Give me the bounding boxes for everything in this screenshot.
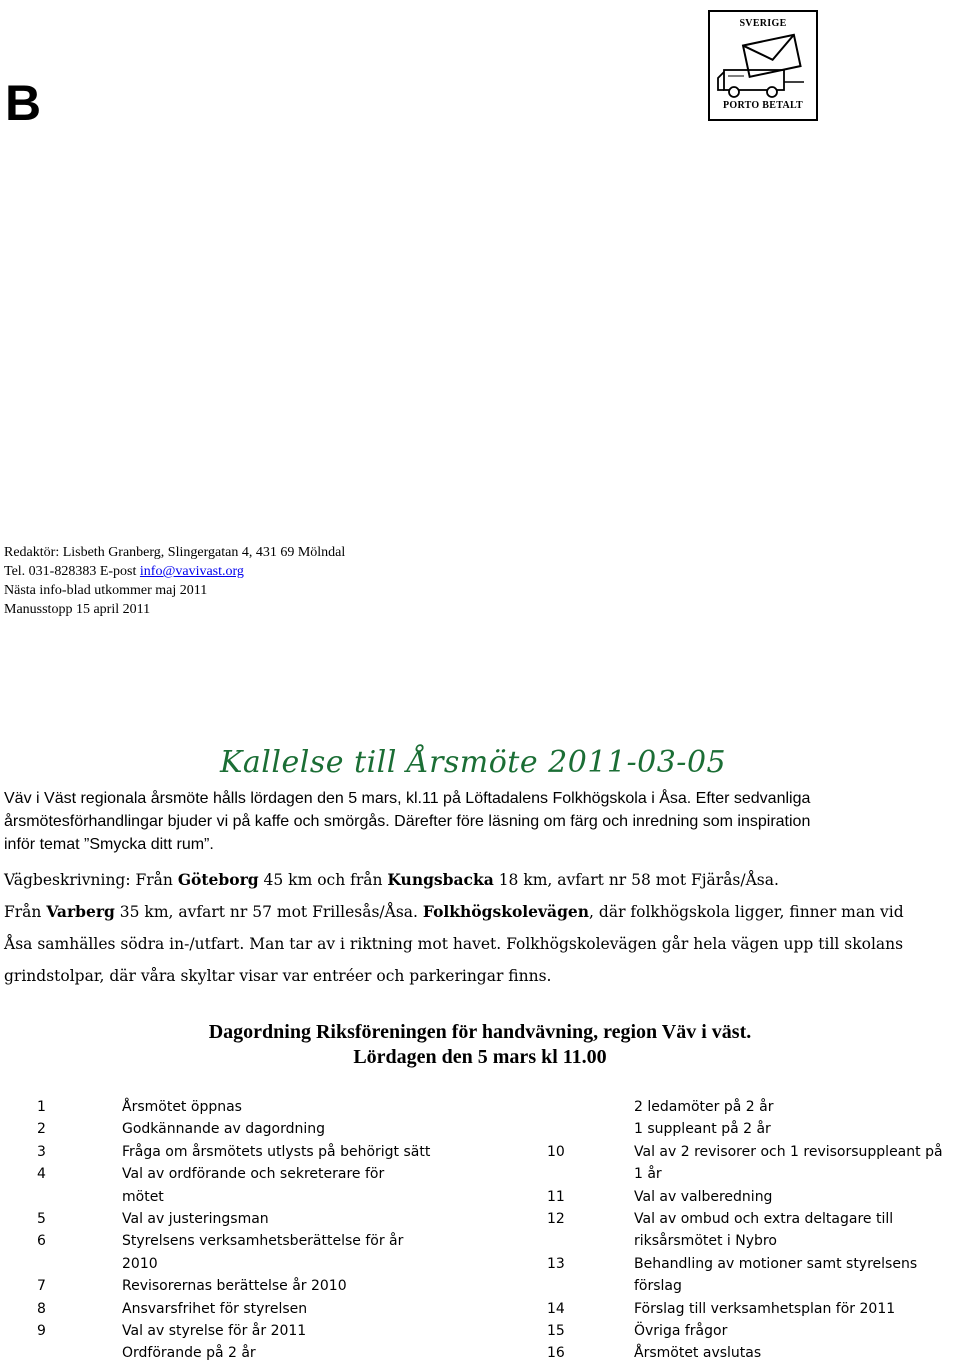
agenda-title-line: Lördagen den 5 mars kl 11.00 xyxy=(353,1046,607,1068)
next-issue-line: Nästa info-blad utkommer maj 2011 xyxy=(4,583,208,598)
agenda-item-number: 4 xyxy=(37,1166,46,1183)
contact-prefix: Tel. 031-828383 E-post xyxy=(4,564,140,579)
agenda-title xyxy=(0,1020,960,1070)
agenda-item-text: Val av valberedning xyxy=(634,1188,773,1205)
city-kungsbacka: Kungsbacka xyxy=(387,870,494,889)
agenda-item-number: 1 xyxy=(37,1099,46,1115)
agenda-item-number: 8 xyxy=(37,1300,46,1317)
editor-line: Redaktör: Lisbeth Granberg, Slingergatan 4, 431 69 Mölndal xyxy=(4,545,346,560)
agenda-item-number: 11 xyxy=(547,1188,565,1205)
street-name: Folkhögskolevägen xyxy=(422,902,590,921)
agenda-title-line: Dagordning Riksföreningen för handvävning, region Väv i väst. xyxy=(208,1021,752,1043)
agenda-item-text: Val av ombud och extra deltagare till xyxy=(634,1211,894,1227)
postage-stamp xyxy=(708,10,818,121)
agenda-item-text: 2010 xyxy=(122,1255,158,1272)
agenda-item-number: 15 xyxy=(547,1323,565,1339)
agenda-item-text: 1 suppleant på 2 år xyxy=(634,1121,771,1138)
directions-line: grindstolpar, där våra skyltar visar var entréer och parkeringar finns. xyxy=(4,967,552,985)
stamp-bottom-text: PORTO BETALT xyxy=(722,100,804,111)
contact-line xyxy=(4,562,345,581)
directions-line xyxy=(4,864,949,896)
text: Från xyxy=(4,903,47,921)
intro-line: Väv i Väst regionala årsmöte hålls lördagen den 5 mars, kl.11 på Löftadalens Folkhögskola i Åsa. Efter sedvanliga xyxy=(4,790,811,807)
agenda-item-text: Årsmötet öppnas xyxy=(122,1099,242,1115)
directions-line xyxy=(4,896,949,928)
agenda-item-number: 16 xyxy=(547,1345,565,1362)
section-letter: B xyxy=(5,75,42,131)
agenda-item-text: mötet xyxy=(122,1188,164,1205)
agenda-item-text: riksårsmötet i Nybro xyxy=(634,1233,777,1250)
text: 35 km, avfart nr 57 mot Frillesås/Åsa. xyxy=(114,903,423,921)
agenda-item-text: Val av ordförande och sekreterare för xyxy=(122,1166,385,1183)
agenda-item-number: 2 xyxy=(37,1121,46,1138)
text: 18 km, avfart nr 58 mot Fjärås/Åsa. xyxy=(493,871,779,889)
editor-info xyxy=(4,543,345,619)
agenda-item-number: 6 xyxy=(37,1233,46,1250)
agenda-item-number: 13 xyxy=(547,1255,565,1272)
agenda-item-text: Val av 2 revisorer och 1 revisorsuppleant på xyxy=(634,1143,943,1160)
mail-truck-icon xyxy=(716,32,811,100)
agenda-item-number: 7 xyxy=(37,1278,46,1295)
agenda-item-text: Ansvarsfrihet för styrelsen xyxy=(122,1300,308,1317)
stamp-top-text: SVERIGE xyxy=(739,18,787,29)
directions xyxy=(4,864,949,992)
deadline-line: Manusstopp 15 april 2011 xyxy=(4,602,151,617)
meeting-title: Kallelse till Årsmöte 2011-03-05 xyxy=(220,745,727,780)
agenda-item-text: Årsmötet avslutas xyxy=(634,1345,762,1362)
email-link[interactable]: info@vavivast.org xyxy=(139,564,244,579)
agenda-item-text: Förslag till verksamhetsplan för 2011 xyxy=(634,1300,896,1317)
agenda-item-number: 3 xyxy=(37,1143,46,1160)
intro-paragraph xyxy=(4,787,949,856)
agenda-item-number: 10 xyxy=(547,1143,565,1160)
agenda-item-text: Fråga om årsmötets utlysts på behörigt sätt xyxy=(122,1143,431,1160)
agenda-item-text: Val av styrelse för år 2011 xyxy=(122,1323,307,1339)
agenda-item-text: 1 år xyxy=(634,1166,662,1183)
text: 45 km och från xyxy=(258,871,388,889)
text: , där folkhögskola ligger, finner man vid xyxy=(589,903,904,921)
agenda-item-text: Revisorernas berättelse år 2010 xyxy=(122,1278,347,1295)
agenda-item-text: Godkännande av dagordning xyxy=(122,1121,326,1138)
agenda-item-number: 12 xyxy=(547,1211,565,1227)
agenda-item-text: förslag xyxy=(634,1278,682,1295)
agenda-item-text: 2 ledamöter på 2 år xyxy=(634,1099,774,1115)
agenda-item-text: Ordförande på 2 år xyxy=(122,1345,256,1362)
agenda-item-text: Styrelsens verksamhetsberättelse för år xyxy=(122,1233,404,1250)
agenda-item-number: 5 xyxy=(37,1211,46,1227)
agenda-item-number: 14 xyxy=(547,1300,565,1317)
intro-line: årsmötesförhandlingar bjuder vi på kaffe och smörgås. Därefter före läsning om färg och inredning som inspiration xyxy=(4,813,811,830)
text: Vägbeskrivning: Från xyxy=(4,871,178,889)
agenda-item-number: 9 xyxy=(37,1323,46,1339)
city-varberg: Varberg xyxy=(46,902,115,921)
directions-line: Åsa samhälles södra in-/utfart. Man tar av i riktning mot havet. Folkhögskolevägen går hela vägen upp till skolans xyxy=(4,935,904,953)
intro-line: inför temat ”Smycka ditt rum”. xyxy=(4,836,214,853)
agenda-item-text: Behandling av motioner samt styrelsens xyxy=(634,1255,918,1272)
agenda-item-text: Övriga frågor xyxy=(634,1323,728,1339)
city-goteborg: Göteborg xyxy=(177,870,259,889)
agenda-item-text: Val av justeringsman xyxy=(122,1211,269,1227)
